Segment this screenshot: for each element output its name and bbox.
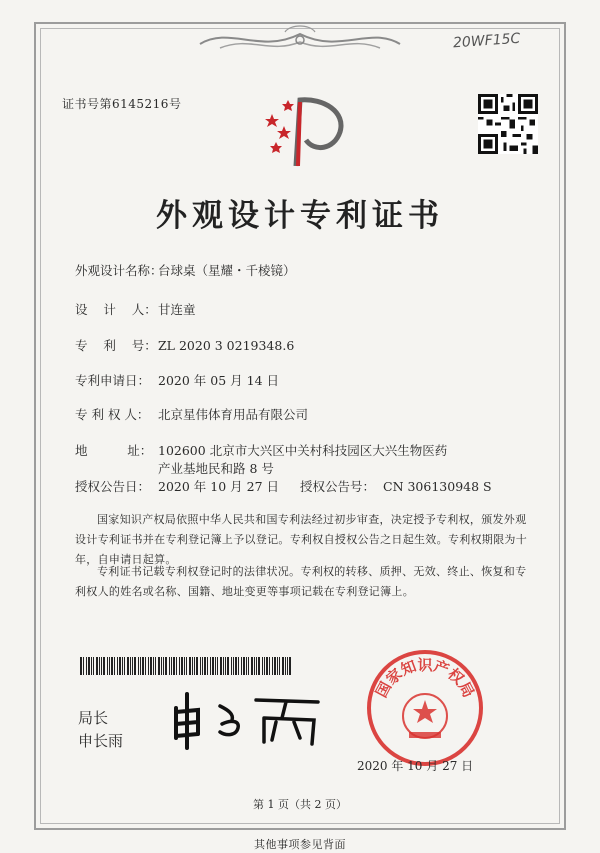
field-value: 2020 年 05 月 14 日 (158, 373, 279, 388)
cnipa-logo (254, 90, 354, 170)
field-label: 专利申请日： (75, 373, 151, 388)
director-signature (168, 690, 328, 750)
field-value: 台球桌（星耀・千棱镜） (158, 263, 296, 278)
official-seal (365, 648, 485, 768)
certificate-title: 外观设计专利证书 (156, 198, 444, 234)
barcode (80, 657, 292, 675)
field-application-date (75, 372, 538, 390)
field-value: CN 306130948 S (383, 479, 492, 494)
field-value: 2020 年 10 月 27 日 (158, 479, 279, 494)
grant-statement: 国家知识产权局依照中华人民共和国专利法经过初步审查，决定授予专利权，颁发外观设计专利证书并在专利登记簿上予以登记。专利权自授权公告之日起生效。专利权期限为十年，自申请日起算。 (75, 513, 527, 566)
director-title: 局长 (78, 709, 109, 727)
field-label: 授权公告号： (300, 479, 376, 494)
field-value: 甘连童 (158, 302, 196, 317)
legal-status-statement: 专利证书记载专利权登记时的法律状况。专利权的转移、质押、无效、终止、恢复和专利权人的姓名或名称、国籍、地址变更等事项记载在专利登记簿上。 (75, 565, 527, 598)
page-indicator: 第 1 页（共 2 页） (253, 798, 347, 811)
field-grant-number (300, 478, 533, 496)
field-value: 北京星伟体育用品有限公司 (158, 407, 309, 422)
director-name: 申长雨 (78, 732, 124, 750)
footer-note: 其他事项参见背面 (254, 838, 346, 851)
field-label: 专 利 号： (75, 338, 157, 353)
field-address (75, 442, 458, 478)
field-label: 专 利 权 人： (75, 407, 150, 422)
field-designer (75, 301, 538, 319)
field-label: 授权公告日： (75, 479, 151, 494)
certificate-number: 证书号第6145216号 (62, 97, 182, 111)
seal-date: 2020 年 10 月 27 日 (357, 759, 474, 773)
field-label: 外观设计名称： (75, 263, 163, 278)
field-patent-number (75, 337, 538, 355)
top-ornament (190, 24, 410, 60)
field-design-name (75, 262, 538, 280)
field-grant-date (75, 478, 298, 496)
field-label: 设 计 人： (75, 302, 157, 317)
field-value: ZL 2020 3 0219348.6 (158, 338, 295, 353)
field-patentee (75, 406, 538, 424)
seal-text: 国家知识产权局 (372, 656, 478, 701)
field-label: 地 址： (75, 443, 153, 458)
field-value: 102600 北京市大兴区中关村科技园区大兴生物医药产业基地民和路 8 号 (158, 443, 448, 476)
handwritten-note: 20WF15C (452, 30, 521, 52)
qr-code (478, 94, 538, 154)
